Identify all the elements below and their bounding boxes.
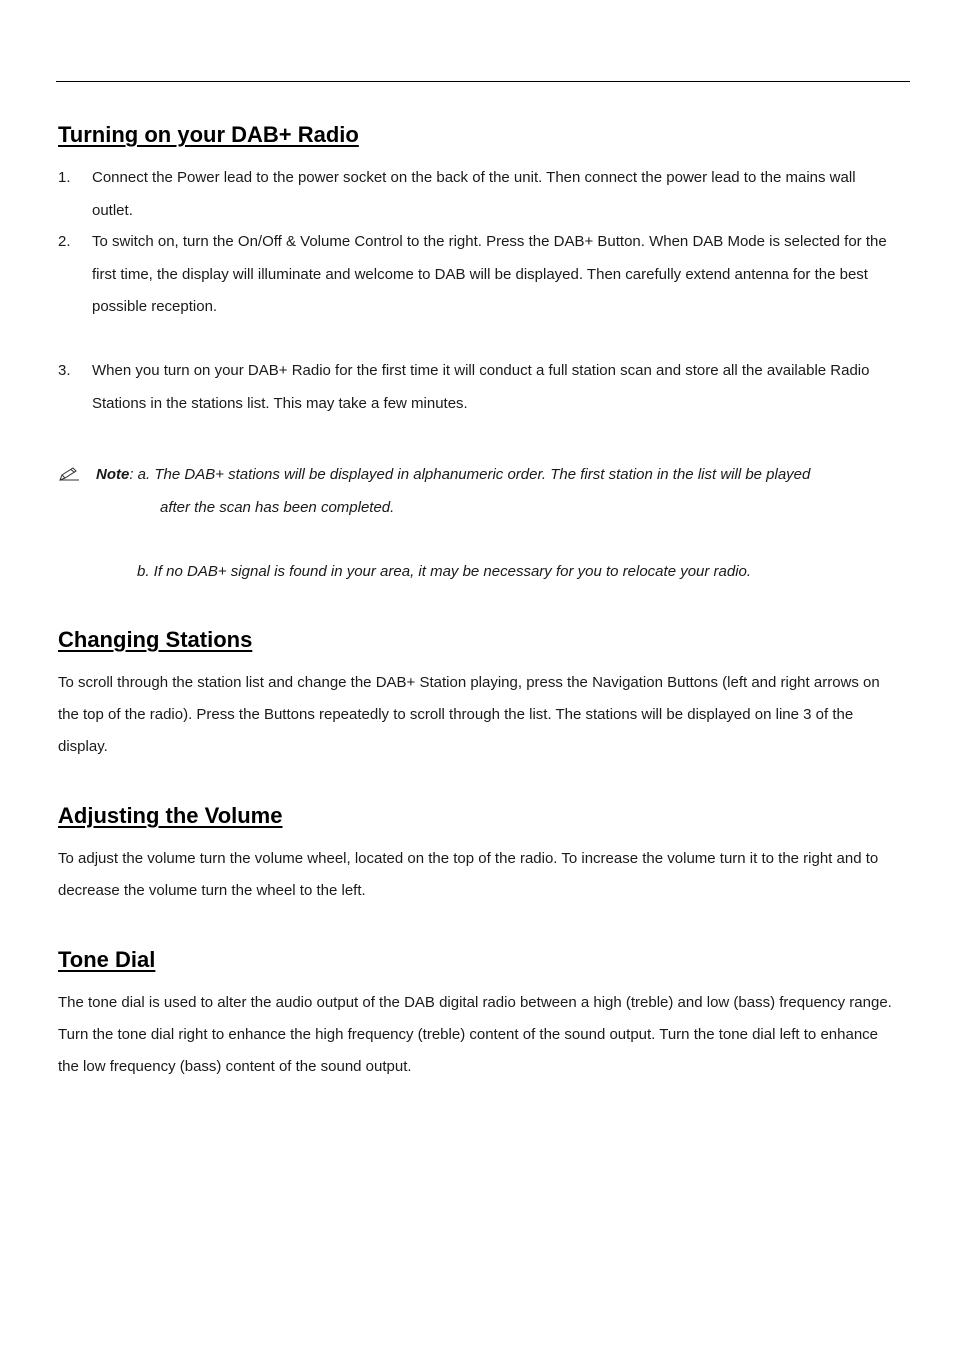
list-item-text: Connect the Power lead to the power socket on the back of the unit. Then connect the power lead to the mains wall outlet. [92, 169, 856, 219]
heading-adjusting-volume: Adjusting the Volume [58, 803, 283, 828]
pencil-icon [58, 466, 80, 482]
list-item-text: To switch on, turn the On/Off & Volume Control to the right. Press the DAB+ Button. When DAB Mode is selected for the first time, the display will illuminate and welcome to DAB will be displayed. Then carefully extend antenna for the best possible reception. [92, 233, 887, 315]
header-rule [56, 81, 910, 82]
paragraph-adjusting-volume: To adjust the volume turn the volume wheel, located on the top of the radio. To increase the volume turn it to the right and to decrease the volume turn the wheel to the left. [58, 850, 879, 899]
note-block [58, 458, 878, 524]
list-item-2 [58, 226, 898, 324]
heading-turning-on: Turning on your DAB+ Radio [58, 122, 359, 147]
note-text-a1: : a. The DAB+ stations will be displayed in alphanumeric order. The first station in the list will be played [129, 466, 811, 483]
note-text-b: b. If no DAB+ signal is found in your area, it may be necessary for you to relocate your radio. [137, 563, 752, 580]
note-label: Note [96, 466, 130, 483]
heading-tone-dial: Tone Dial [58, 947, 156, 972]
note-text-a2: after the scan has been completed. [160, 499, 395, 516]
list-item-text: When you turn on your DAB+ Radio for the first time it will conduct a full station scan and store all the available Radio Stations in the stations list. This may take a few minutes. [92, 362, 870, 412]
paragraph-tone-dial: The tone dial is used to alter the audio output of the DAB digital radio between a high (treble) and low (bass) frequency range. Turn the tone dial right to enhance the high frequency (treble) content of the sound output. Turn the tone dial left to enhance the low frequency (bass) content of the sound output. [58, 994, 892, 1075]
list-number: 2. [58, 233, 71, 250]
note-line-a [96, 458, 878, 491]
list-number: 1. [58, 169, 71, 186]
list-number: 3. [58, 362, 71, 379]
list-item-1 [58, 162, 898, 227]
heading-changing-stations: Changing Stations [58, 627, 253, 652]
paragraph-changing-stations: To scroll through the station list and change the DAB+ Station playing, press the Navigation Buttons (left and right arrows on the top of the radio). Press the Buttons repeatedly to scroll through the list. The stations will be displayed on line 3 of the display. [58, 674, 880, 755]
list-item-3 [58, 355, 898, 420]
